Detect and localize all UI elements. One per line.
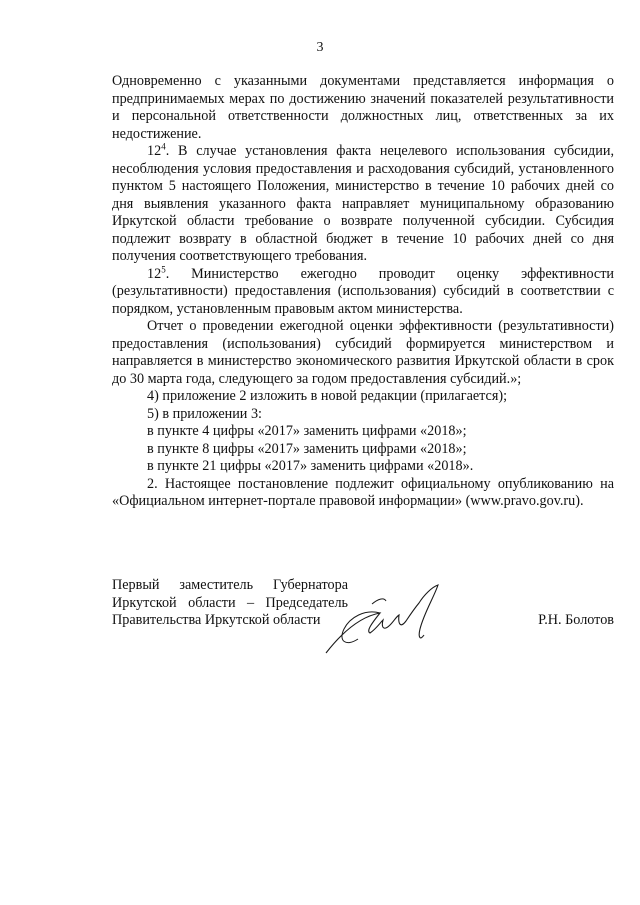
document-body	[112, 73, 614, 511]
paragraph-item-8: в пункте 8 цифры «2017» заменить цифрами «2018»;	[147, 440, 467, 457]
clause-superscript: 5	[161, 263, 166, 274]
paragraph-info-requirements: Одновременно с указанными документами представляется информация о предпринимаемых мерах по достижению значений показателей результативности и персональной ответственности должностных лиц, ответственных за их недостижение.	[112, 73, 614, 142]
clause-number: 12	[147, 143, 162, 159]
paragraph-12-5	[112, 263, 614, 319]
paragraph-item-21: в пункте 21 цифры «2017» заменить цифрами «2018».	[147, 458, 474, 474]
page-number: 3	[316, 40, 324, 55]
paragraph-appendix-2: 4) приложение 2 изложить в новой редакции (прилагается);	[147, 388, 508, 404]
paragraph-12-4	[112, 143, 614, 266]
paragraph-item-4: в пункте 4 цифры «2017» заменить цифрами «2018»;	[147, 423, 467, 439]
signer-name: Р.Н. Болотов	[538, 612, 614, 628]
signer-position-line: Первый заместитель Губернатора	[112, 577, 348, 593]
paragraph-report: Отчет о проведении ежегодной оценки эффективности (результативности) предоставления (использования) субсидий формируется министерством и направляется в министерство экономического развития Иркутской области в срок до 30 марта года, следующего за годом предоставления субсидий.»;	[112, 318, 614, 387]
handwritten-signature	[320, 573, 470, 673]
clause-text: . Министерство ежегодно проводит оценку эффективности (результативности) предоставления (использования) субсидий в соответствии с порядком, установленным правовым актом министерства.	[112, 265, 614, 317]
signer-position-line: Правительства Иркутской области	[112, 612, 321, 628]
signer-position-line: Иркутской области – Председатель	[112, 594, 348, 611]
clause-superscript: 4	[161, 141, 166, 152]
clause-number: 12	[147, 265, 162, 282]
paragraph-publication: 2. Настоящее постановление подлежит официальному опубликованию на «Официальном интернет-портале правовой информации» (www.pravo.gov.ru).	[112, 475, 614, 509]
paragraph-appendix-3: 5) в приложении 3:	[147, 405, 262, 422]
signature-block	[112, 577, 614, 687]
clause-text: . В случае установления факта нецелевого использования субсидии, несоблюдения условия предоставления и расходования субсидий, установленного пунктом 5 настоящего Положения, министерство в течение 10 рабочих дней со дня выявления указанного факта направляет муниципальному образованию Иркутской области требование о возврате полученной субсидии. Субсидия подлежит возврату в областной бюджет в течение 10 рабочих дней со дня получения соответствующего требования.	[112, 143, 614, 264]
